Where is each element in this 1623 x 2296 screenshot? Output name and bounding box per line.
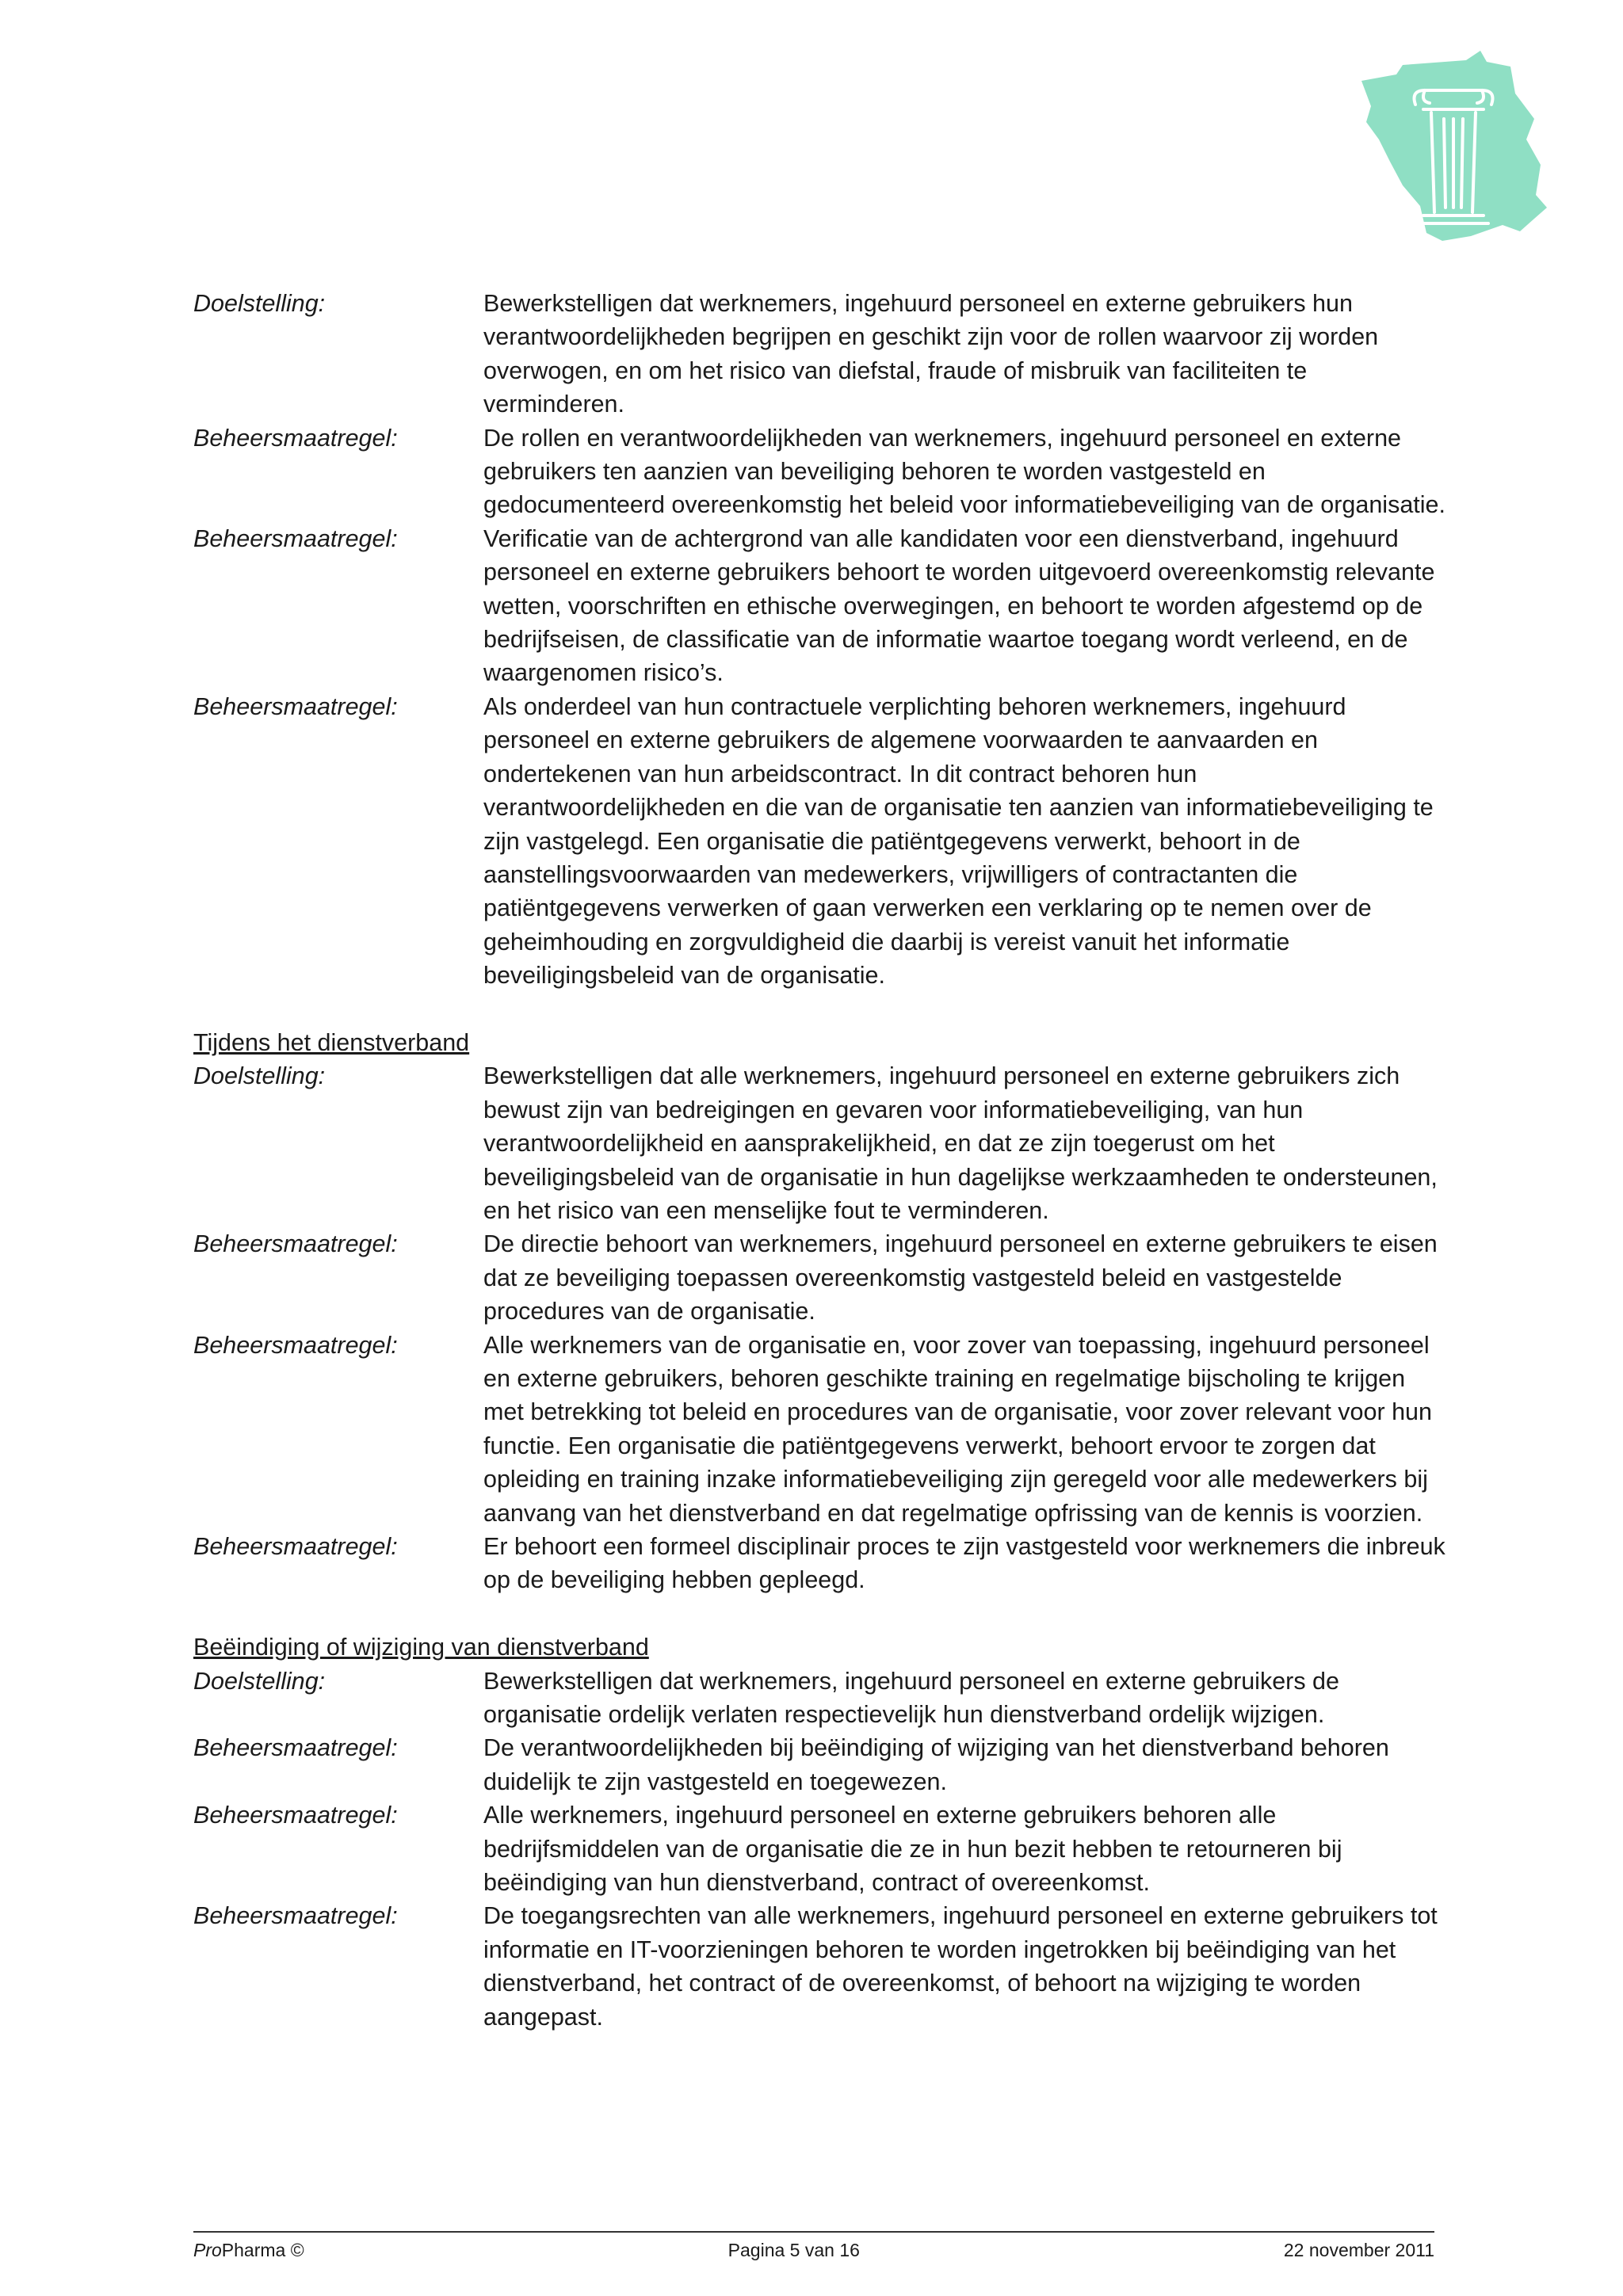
control-description: Bewerkstelligen dat werknemers, ingehuurd personeel en externe gebruikers hun verantwoordelijkheden begrijpen en geschikt zijn voor de rollen waarvoor zij worden overwogen, en om het risico van diefstal, fraude of misbruik van faciliteiten te verminderen. xyxy=(483,290,1379,418)
control-row xyxy=(193,1899,1445,2034)
control-description: Als onderdeel van hun contractuele verplichting behoren werknemers, ingehuurd personeel en externe gebruikers de algemene voorwaarden te aanvaarden en ondertekenen van hun arbeidscontract. In dit contract behoren hun verantwoordelijkheden en die van de organisatie ten aanzien van informatiebeveiliging te zijn vastgelegd. Een organisatie die patiëntgegevens verwerkt, behoort in de aanstellingsvoorwaarden van medewerkers, vrijwilligers of contractanten die patiëntgegevens verwerken of gaan verwerken een verklaring op te nemen over de geheimhouding en zorgvuldigheid die daarbij is vereist vanuit het informatie beveiligingsbeleid van de organisatie. xyxy=(483,692,1434,990)
control-term: Beheersmaatregel: xyxy=(193,424,398,452)
control-description: Alle werknemers, ingehuurd personeel en externe gebruikers behoren alle bedrijfsmiddelen van de organisatie die ze in hun bezit hebben te retourneren bij beëindiging van hun dienstverband, contract of overeenkomst. xyxy=(483,1802,1342,1897)
footer-company: ProPharma © xyxy=(193,2240,304,2260)
control-term: Beheersmaatregel: xyxy=(193,1230,398,1258)
control-row xyxy=(193,1329,1445,1530)
control-term: Beheersmaatregel: xyxy=(193,1902,398,1930)
document-body xyxy=(193,287,1445,2034)
control-row xyxy=(193,690,1445,993)
section-heading: Tijdens het dienstverband xyxy=(193,1028,470,1056)
section-spacer xyxy=(193,1597,1445,1630)
control-description: De toegangsrechten van alle werknemers, ingehuurd personeel en externe gebruikers tot informatie en IT-voorzieningen behoren te worden ingetrokken bij beëindiging van het dienstverband, het contract of de overeenkomst, of behoort na wijziging te worden aangepast. xyxy=(483,1902,1438,2031)
control-term: Beheersmaatregel: xyxy=(193,524,398,552)
control-term: Beheersmaatregel: xyxy=(193,1533,398,1561)
control-term: Beheersmaatregel: xyxy=(193,1734,398,1762)
column-icon xyxy=(1347,46,1553,252)
control-row xyxy=(193,1665,1445,1732)
control-row xyxy=(193,287,1445,421)
control-term: Beheersmaatregel: xyxy=(193,1802,398,1829)
control-row xyxy=(193,1227,1445,1328)
control-row xyxy=(193,522,1445,690)
page-footer xyxy=(193,2238,1434,2262)
control-term: Beheersmaatregel: xyxy=(193,1331,398,1359)
control-row xyxy=(193,1731,1445,1798)
control-description: Bewerkstelligen dat werknemers, ingehuurd personeel en externe gebruikers de organisatie ordelijk verlaten respectievelijk hun dienstverband ordelijk wijzigen. xyxy=(483,1667,1339,1729)
control-row xyxy=(193,421,1445,522)
footer-page-number: Pagina 5 van 16 xyxy=(727,2240,860,2260)
control-row xyxy=(193,1059,1445,1227)
control-description: Verificatie van de achtergrond van alle kandidaten voor een dienstverband, ingehuurd personeel en externe gebruikers behoort te worden uitgevoerd overeenkomstig relevante wetten, voorschriften en ethische overwegingen, en behoort te worden afgestemd op de bedrijfseisen, de classificatie van de informatie waartoe toegang wordt verleend, en de waargenomen risico’s. xyxy=(483,524,1435,687)
control-description: Bewerkstelligen dat alle werknemers, ingehuurd personeel en externe gebruikers zich bewust zijn van bedreigingen en gevaren voor informatiebeveiliging, van hun verantwoordelijkheid en aansprakelijkheid, en dat ze zijn toegerust om het beveiligingsbeleid van de organisatie in hun dagelijkse werkzaamheden te ondersteunen, en het risico van een menselijke fout te verminderen. xyxy=(483,1062,1438,1224)
control-term: Doelstelling: xyxy=(193,290,326,317)
footer-date: 22 november 2011 xyxy=(1283,2240,1434,2260)
control-term: Doelstelling: xyxy=(193,1062,326,1090)
section-heading: Beëindiging of wijziging van dienstverband xyxy=(193,1634,649,1661)
control-term: Beheersmaatregel: xyxy=(193,692,398,720)
control-row xyxy=(193,1530,1445,1597)
control-description: Er behoort een formeel disciplinair proces te zijn vastgesteld voor werknemers die inbreuk op de beveiliging hebben gepleegd. xyxy=(483,1533,1445,1594)
section-spacer xyxy=(193,993,1445,1026)
control-term: Doelstelling: xyxy=(193,1667,326,1695)
control-description: De rollen en verantwoordelijkheden van werknemers, ingehuurd personeel en externe gebruikers ten aanzien van beveiliging behoren te worden vastgesteld en gedocumenteerd overeenkomstig het beleid voor informatiebeveiliging van de organisatie. xyxy=(483,424,1445,519)
control-description: Alle werknemers van de organisatie en, voor zover van toepassing, ingehuurd personeel en externe gebruikers, behoren geschikte training en regelmatige bijscholing te krijgen met betrekking tot beleid en procedures van de organisatie, voor zover relevant voor hun functie. Een organisatie die patiëntgegevens verwerkt, behoort ervoor te zorgen dat opleiding en training inzake informatiebeveiliging zijn geregeld voor alle medewerkers bij aanvang van het dienstverband en dat regelmatige opfrissing van de kennis is voorzien. xyxy=(483,1331,1432,1527)
control-row xyxy=(193,1798,1445,1899)
control-description: De directie behoort van werknemers, ingehuurd personeel en externe gebruikers te eisen dat ze beveiliging toepassen overeenkomstig vastgesteld beleid en vastgestelde procedures van de organisatie. xyxy=(483,1230,1438,1325)
footer-divider xyxy=(193,2231,1434,2233)
logo xyxy=(1347,46,1553,252)
control-description: De verantwoordelijkheden bij beëindiging of wijziging van het dienstverband behoren duidelijk te zijn vastgesteld en toegewezen. xyxy=(483,1734,1389,1795)
